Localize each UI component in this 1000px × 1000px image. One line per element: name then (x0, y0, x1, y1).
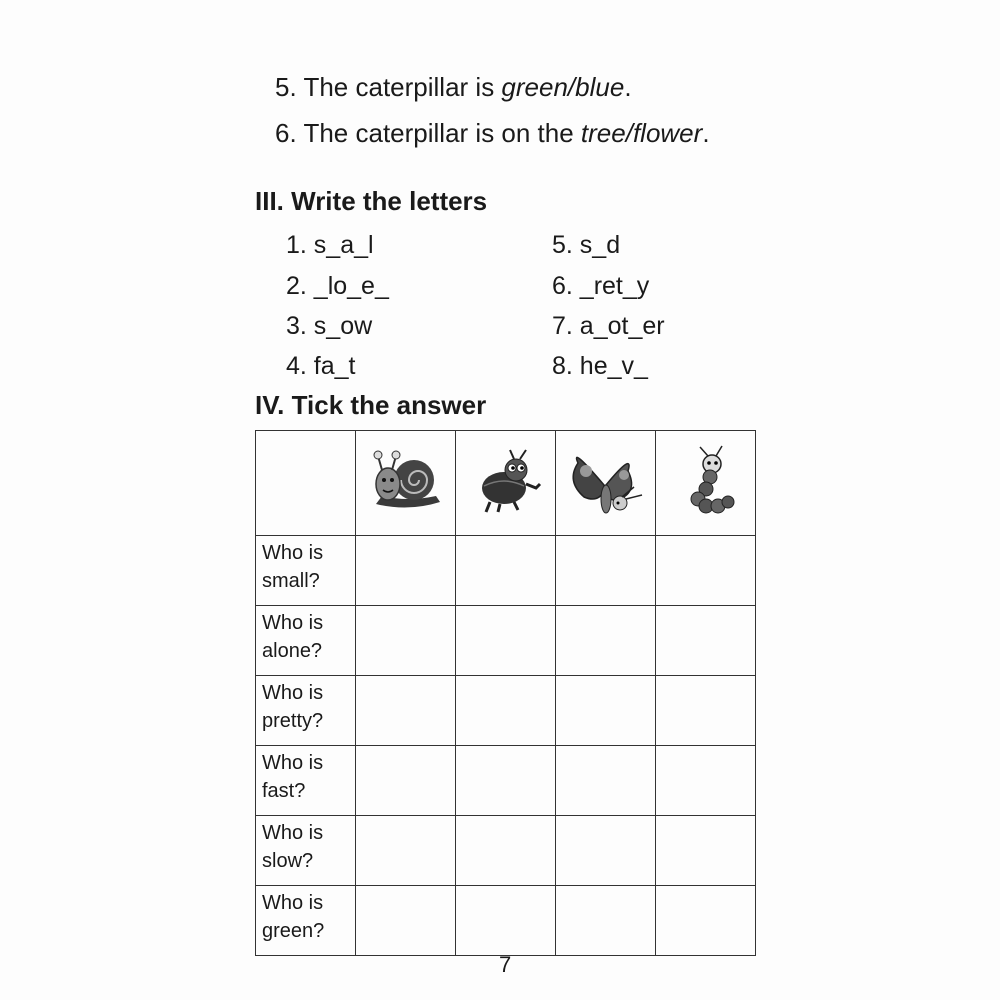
answer-cell-snail[interactable] (356, 536, 456, 606)
word-item: 5. s_d (552, 231, 621, 259)
sentence-choice: tree/flower (580, 118, 703, 148)
answer-cell-beetle[interactable] (456, 676, 556, 746)
caterpillar-icon (676, 444, 736, 518)
answer-cell-caterpillar[interactable] (656, 886, 756, 956)
table-row (256, 816, 756, 886)
section-3-heading: III. Write the letters (255, 186, 488, 216)
word-item: 7. a_ot_er (552, 312, 665, 340)
table-row (256, 676, 756, 746)
section-4-heading: IV. Tick the answer (255, 390, 487, 420)
header-cell (356, 431, 456, 536)
sentence-5: 5. The caterpillar is green/blue. (275, 72, 632, 102)
question-cell: Who is fast? (256, 746, 356, 816)
question-cell: Who is slow? (256, 816, 356, 886)
answer-cell-caterpillar[interactable] (656, 606, 756, 676)
table-row (256, 606, 756, 676)
word-item: 2. _lo_e_ (286, 272, 389, 300)
answer-cell-caterpillar[interactable] (656, 746, 756, 816)
word-item: 3. s_ow (286, 312, 373, 340)
table-row (256, 886, 756, 956)
header-cell (656, 431, 756, 536)
answer-cell-snail[interactable] (356, 886, 456, 956)
table-header-row (256, 431, 756, 536)
answer-cell-snail[interactable] (356, 676, 456, 746)
table-row (256, 746, 756, 816)
word-item: 4. fa_t (286, 352, 356, 380)
answer-cell-butterfly[interactable] (556, 606, 656, 676)
answer-cell-snail[interactable] (356, 746, 456, 816)
snail-icon (368, 446, 444, 516)
question-cell: Who is small? (256, 536, 356, 606)
word-item: 8. he_v_ (552, 352, 648, 380)
answer-cell-beetle[interactable] (456, 886, 556, 956)
word-item: 1. s_a_l (286, 231, 374, 259)
sentence-text: The caterpillar is on the (303, 118, 581, 148)
sentence-text: The caterpillar is (303, 72, 502, 102)
answer-cell-beetle[interactable] (456, 536, 556, 606)
question-cell: Who is green? (256, 886, 356, 956)
answer-cell-snail[interactable] (356, 816, 456, 886)
answer-cell-butterfly[interactable] (556, 676, 656, 746)
answer-cell-caterpillar[interactable] (656, 816, 756, 886)
question-cell: Who is alone? (256, 606, 356, 676)
corner-cell (256, 431, 356, 536)
header-cell (456, 431, 556, 536)
beetle-icon (470, 446, 542, 516)
answer-cell-caterpillar[interactable] (656, 536, 756, 606)
answer-cell-beetle[interactable] (456, 606, 556, 676)
answer-cell-caterpillar[interactable] (656, 676, 756, 746)
sentence-number: 5. (275, 72, 297, 102)
tick-table (255, 430, 756, 956)
header-cell (556, 431, 656, 536)
answer-cell-butterfly[interactable] (556, 816, 656, 886)
butterfly-icon (564, 441, 648, 521)
answer-cell-snail[interactable] (356, 606, 456, 676)
question-cell: Who is pretty? (256, 676, 356, 746)
sentence-number: 6. (275, 118, 297, 148)
word-item: 6. _ret_y (552, 272, 650, 300)
answer-cell-butterfly[interactable] (556, 536, 656, 606)
sentence-6: 6. The caterpillar is on the tree/flower. (275, 118, 710, 148)
page-number: 7 (499, 952, 512, 977)
sentence-choice: green/blue (501, 72, 625, 102)
answer-cell-beetle[interactable] (456, 816, 556, 886)
answer-cell-butterfly[interactable] (556, 886, 656, 956)
answer-cell-butterfly[interactable] (556, 746, 656, 816)
table-row (256, 536, 756, 606)
answer-cell-beetle[interactable] (456, 746, 556, 816)
